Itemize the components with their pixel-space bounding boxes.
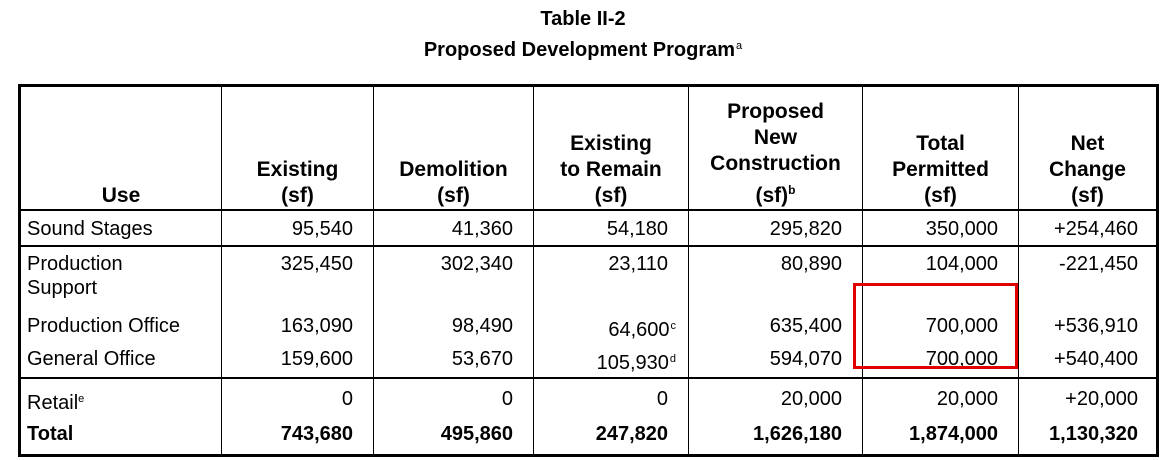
- cell-net: +20,000: [1019, 378, 1158, 416]
- cell-demolition: 302,340: [374, 246, 534, 308]
- cell-use: Production Support: [20, 246, 222, 308]
- cell-net: 1,130,320: [1019, 416, 1158, 456]
- table-caption: [0, 33, 1166, 64]
- cell-demolition: 0: [374, 378, 534, 416]
- cell-total: 1,874,000: [863, 416, 1019, 456]
- cell-demolition: 41,360: [374, 210, 534, 246]
- cell-use: Production Office: [20, 308, 222, 344]
- table-number: Table II-2: [540, 8, 626, 30]
- footnote-marker-c: c: [670, 319, 676, 332]
- cell-demolition: 98,490: [374, 308, 534, 344]
- header-row: [20, 86, 1158, 210]
- cell-existing: 743,680: [222, 416, 374, 456]
- cell-remain: 23,110: [534, 246, 689, 308]
- header-existing: Existing (sf): [222, 86, 374, 210]
- cell-existing: 0: [222, 378, 374, 416]
- cell-remain: 105,930$^d$: [534, 344, 689, 378]
- cell-total: 20,000: [863, 378, 1019, 416]
- cell-proposed: 80,890: [689, 246, 863, 308]
- cell-net: +540,400: [1019, 344, 1158, 378]
- cell-proposed: 20,000: [689, 378, 863, 416]
- cell-existing: 163,090: [222, 308, 374, 344]
- cell-use: Total: [20, 416, 222, 456]
- footnote-marker-b: b: [788, 182, 796, 197]
- header-existing-to-remain: Existing to Remain (sf): [534, 86, 689, 210]
- cell-net: -221,450: [1019, 246, 1158, 308]
- cell-total: 700,000: [863, 308, 1019, 344]
- cell-demolition: 495,860: [374, 416, 534, 456]
- cell-net: +536,910: [1019, 308, 1158, 344]
- header-net-change: Net Change (sf): [1019, 86, 1158, 210]
- cell-existing: 95,540: [222, 210, 374, 246]
- footnote-marker-a: a: [736, 40, 743, 52]
- footnote-marker-e: e: [78, 392, 85, 405]
- table-title: [0, 6, 1166, 64]
- cell-proposed: 635,400: [689, 308, 863, 344]
- table-row: [20, 308, 1158, 344]
- cell-remain: 247,820: [534, 416, 689, 456]
- cell-total: 700,000: [863, 344, 1019, 378]
- table-row: [20, 344, 1158, 378]
- header-proposed-new-construction: Proposed New Construction (sf)$^b$: [689, 86, 863, 210]
- table-row: [20, 378, 1158, 416]
- header-demolition: Demolition (sf): [374, 86, 534, 210]
- cell-use: Sound Stages: [20, 210, 222, 246]
- development-program-table: [18, 84, 1159, 457]
- table-row: [20, 210, 1158, 246]
- cell-proposed: 295,820: [689, 210, 863, 246]
- footnote-marker-d: d: [669, 352, 676, 365]
- cell-total: 104,000: [863, 246, 1019, 308]
- table-row: [20, 246, 1158, 308]
- cell-proposed: 594,070: [689, 344, 863, 378]
- cell-existing: 159,600: [222, 344, 374, 378]
- cell-use: General Office: [20, 344, 222, 378]
- cell-demolition: 53,670: [374, 344, 534, 378]
- cell-proposed: 1,626,180: [689, 416, 863, 456]
- cell-use: Retail$^e$: [20, 378, 222, 416]
- cell-total: 350,000: [863, 210, 1019, 246]
- total-row: [20, 416, 1158, 456]
- header-use: Use: [20, 86, 222, 210]
- cell-remain: 64,600$^c$: [534, 308, 689, 344]
- cell-net: +254,460: [1019, 210, 1158, 246]
- cell-existing: 325,450: [222, 246, 374, 308]
- table-caption-text: Proposed Development Program: [423, 39, 736, 61]
- cell-remain: 0: [534, 378, 689, 416]
- cell-remain: 54,180: [534, 210, 689, 246]
- header-total-permitted: Total Permitted (sf): [863, 86, 1019, 210]
